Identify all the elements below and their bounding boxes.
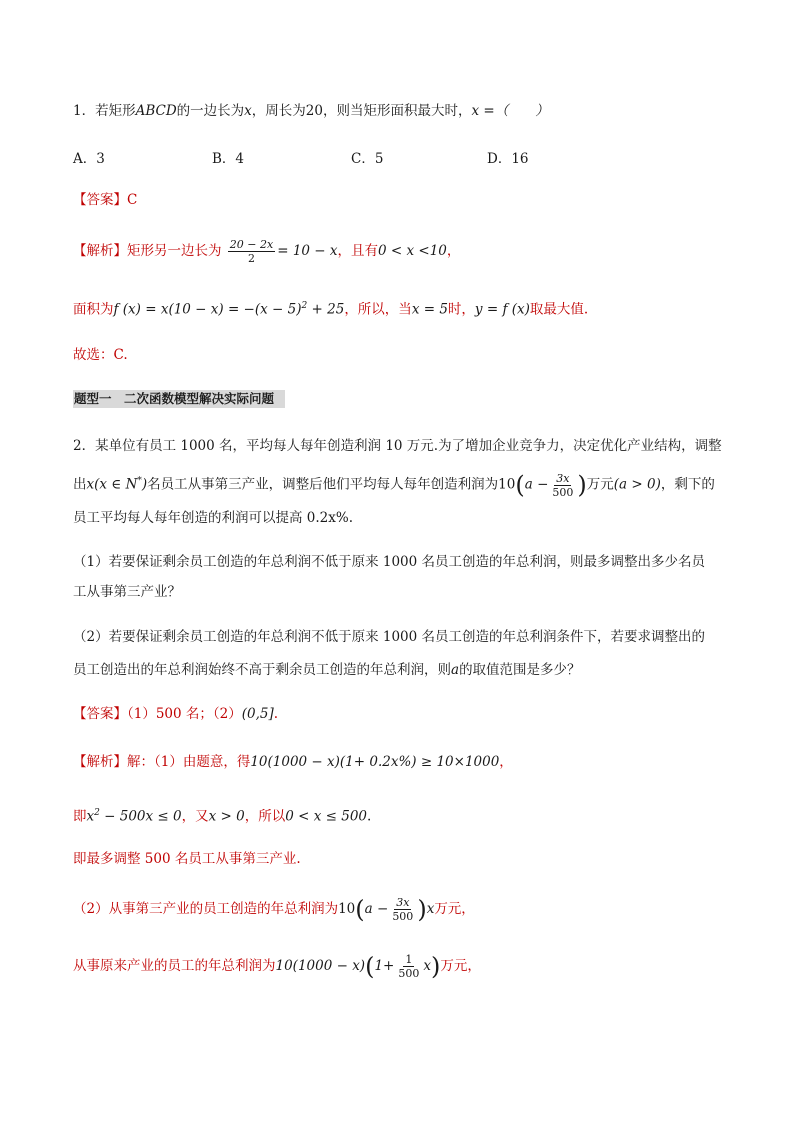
q2-inequality: 10(1000 − x)(1+ 0.2x%) ≥ 10×1000 bbox=[250, 754, 500, 770]
q1-analysis-line2 bbox=[73, 296, 588, 320]
q2-answer-period: . bbox=[273, 706, 279, 722]
q1-stem-text: 1．若矩形 bbox=[73, 103, 136, 119]
q2-star: * bbox=[137, 476, 142, 486]
q2-fraction-3 bbox=[396, 953, 421, 980]
q2-solution-line1 bbox=[73, 752, 513, 772]
section-title: 题型一 二次函数模型解决实际问题 bbox=[73, 390, 285, 408]
q2-text-so: ，所以 bbox=[244, 808, 286, 825]
q1-answer-value: C bbox=[127, 192, 138, 208]
q2-x-2: x bbox=[426, 901, 435, 917]
q1-eq-1: = 10 − x bbox=[277, 243, 338, 259]
q1-analysis-text: 矩形另一边长为 bbox=[127, 243, 222, 259]
q2-part1-line1: （1）若要保证剩余员工创造的年总利润不低于原来 1000 名员工创造的年总利润，则最多调整出多少名员 bbox=[73, 554, 706, 570]
q1-blank: x =（ ） bbox=[471, 103, 549, 119]
q1-stem bbox=[73, 101, 549, 121]
q2-unit-3: 万元， bbox=[440, 958, 481, 974]
q2-a-minus: a − bbox=[524, 476, 549, 493]
q1-option-b: B．4 bbox=[212, 151, 245, 167]
q2-exp: 2 bbox=[94, 808, 100, 818]
q2-stem-line2: 出x(x ∈ N*)名员工从事第三产业，调整后他们平均每人每年创造利润为10(a − $\frac{3x}{500}$ )万元(a > 0)，剩下的 bbox=[73, 471, 715, 499]
q2-solution-line5: 从事原来产业的员工的年总利润为10(1000 − x)(1+ $\frac{1}{500}$ x)万元， bbox=[73, 952, 481, 981]
q1-fraction bbox=[228, 238, 275, 265]
q2-part2-line1: （2）若要保证剩余员工创造的年总利润不低于原来 1000 名员工创造的年总利润条件下，若要求调整出的 bbox=[73, 629, 706, 645]
q1-frac-den: 2 bbox=[248, 252, 255, 265]
q1-option-c: C．5 bbox=[351, 151, 384, 167]
q2-unit: 万元 bbox=[586, 476, 614, 493]
analysis-tag: 【解析】 bbox=[73, 243, 127, 259]
q1-text-max: 取最大值. bbox=[529, 301, 589, 318]
q1-stem-text-4: ，则当矩形面积最大时， bbox=[322, 103, 472, 119]
q2-solution-line2 bbox=[73, 803, 371, 827]
q2-set-x: x(x ∈ N bbox=[86, 476, 138, 493]
q2-ten: 10 bbox=[498, 476, 516, 493]
q2-frac-den: 500 bbox=[552, 485, 574, 499]
q1-frac-num: 20 − 2x bbox=[229, 238, 274, 251]
q1-const: + 25 bbox=[307, 301, 345, 318]
q2-text-rest: ，剩下的 bbox=[660, 476, 715, 493]
q2-xpos: x > 0 bbox=[208, 808, 245, 825]
q2-unit-2: 万元， bbox=[434, 901, 475, 917]
q2-one-plus: 1+ bbox=[374, 958, 395, 974]
q2-part2-line2 bbox=[73, 660, 581, 680]
q1-ineq: 0 < x <10 bbox=[378, 243, 447, 259]
q2-x-3: x bbox=[423, 958, 431, 974]
q2-solution-line4: （2）从事第三产业的员工创造的年总利润为10(a − $\frac{3x}{500}$ )x万元， bbox=[73, 895, 475, 924]
q2-fraction bbox=[550, 472, 575, 499]
answer-tag: 【答案】 bbox=[73, 192, 127, 208]
q2-quad: − 500x ≤ 0 bbox=[99, 808, 182, 825]
q2-frac2-num: 3x bbox=[396, 896, 410, 909]
q1-area-formula: f (x) = x(10 − x) = −(x − 5) bbox=[113, 301, 302, 318]
q1-area-label: 面积为 bbox=[73, 301, 114, 318]
q2-stem-line3: 员工平均每人每年创造的利润可以提高 0.2x%. bbox=[73, 510, 353, 526]
q2-stem-line1: 2．某单位有员工 1000 名，平均每人每年创造利润 10 万元.为了增加企业竞争力，决定优化产业结构，调整 bbox=[73, 438, 722, 454]
q1-x5: x = 5 bbox=[411, 301, 448, 318]
q1-analysis-line1 bbox=[73, 233, 460, 269]
q2-text-profit: 名员工从事第三产业，调整后他们平均每人每年创造利润为 bbox=[147, 476, 499, 493]
q2-solution-text: 解：（1）由题意，得 bbox=[127, 754, 251, 770]
q2-answer bbox=[73, 704, 278, 724]
answer-tag: 【答案】 bbox=[73, 706, 127, 722]
q2-paren: ) bbox=[141, 476, 148, 493]
q2-text-third: （2）从事第三产业的员工创造的年总利润为 bbox=[73, 901, 339, 917]
q2-a-positive: (a > 0) bbox=[613, 476, 661, 493]
q2-part2-text: 员工创造出的年总利润始终不高于剩余员工创造的年总利润，则 bbox=[73, 662, 451, 678]
q1-stem-text-2: 的一边长为 bbox=[176, 103, 245, 119]
q2-orig-factor: 10(1000 − x) bbox=[275, 958, 366, 974]
q1-comma: ， bbox=[446, 243, 461, 259]
q1-perimeter: 20 bbox=[305, 103, 323, 119]
q2-text-out: 出 bbox=[73, 476, 87, 493]
q1-analysis-text-2: ，且有 bbox=[337, 243, 379, 259]
q1-text-when: 时， bbox=[447, 301, 475, 318]
q2-part1-line2: 工从事第三产业？ bbox=[73, 584, 181, 600]
q1-text-so: ，所以，当 bbox=[344, 301, 412, 318]
q2-x: x bbox=[86, 808, 95, 825]
q1-exp: 2 bbox=[301, 301, 308, 311]
q2-frac3-den: 500 bbox=[398, 967, 420, 980]
q1-var-x: x bbox=[244, 103, 252, 119]
q2-period: . bbox=[367, 808, 372, 825]
q2-frac-num: 3x bbox=[556, 471, 570, 485]
q2-text-ji: 即 bbox=[73, 808, 87, 825]
q2-ten-2: 10 bbox=[338, 901, 356, 917]
q1-option-a: A．3 bbox=[73, 151, 105, 167]
q1-answer bbox=[73, 190, 137, 210]
q2-frac2-den: 500 bbox=[392, 910, 414, 923]
q2-a-minus-2: a − bbox=[364, 901, 389, 917]
q2-answer-text: （1）500 名；（2） bbox=[127, 706, 242, 722]
q2-answer-interval: (0,5] bbox=[241, 706, 274, 722]
q2-text-also: ，又 bbox=[181, 808, 209, 825]
q2-solution-line3: 即最多调整 500 名员工从事第三产业. bbox=[73, 851, 301, 867]
q1-rect-name: ABCD bbox=[135, 103, 177, 119]
q2-range: 0 < x ≤ 500 bbox=[285, 808, 367, 825]
q1-option-d: D．16 bbox=[487, 151, 529, 167]
q1-stem-text-3: ，周长为 bbox=[251, 103, 306, 119]
q1-y-eq: y = f (x) bbox=[474, 301, 530, 318]
q2-comma: ， bbox=[499, 754, 513, 770]
q2-var-a: a bbox=[451, 662, 460, 678]
q2-text-orig: 从事原来产业的员工的年总利润为 bbox=[73, 958, 276, 974]
analysis-tag: 【解析】 bbox=[73, 754, 127, 770]
q2-frac3-num: 1 bbox=[405, 953, 413, 966]
q1-conclusion: 故选：C. bbox=[73, 347, 128, 363]
q2-fraction-2 bbox=[390, 896, 415, 923]
q2-part2-text-2: 的取值范围是多少？ bbox=[459, 662, 581, 678]
